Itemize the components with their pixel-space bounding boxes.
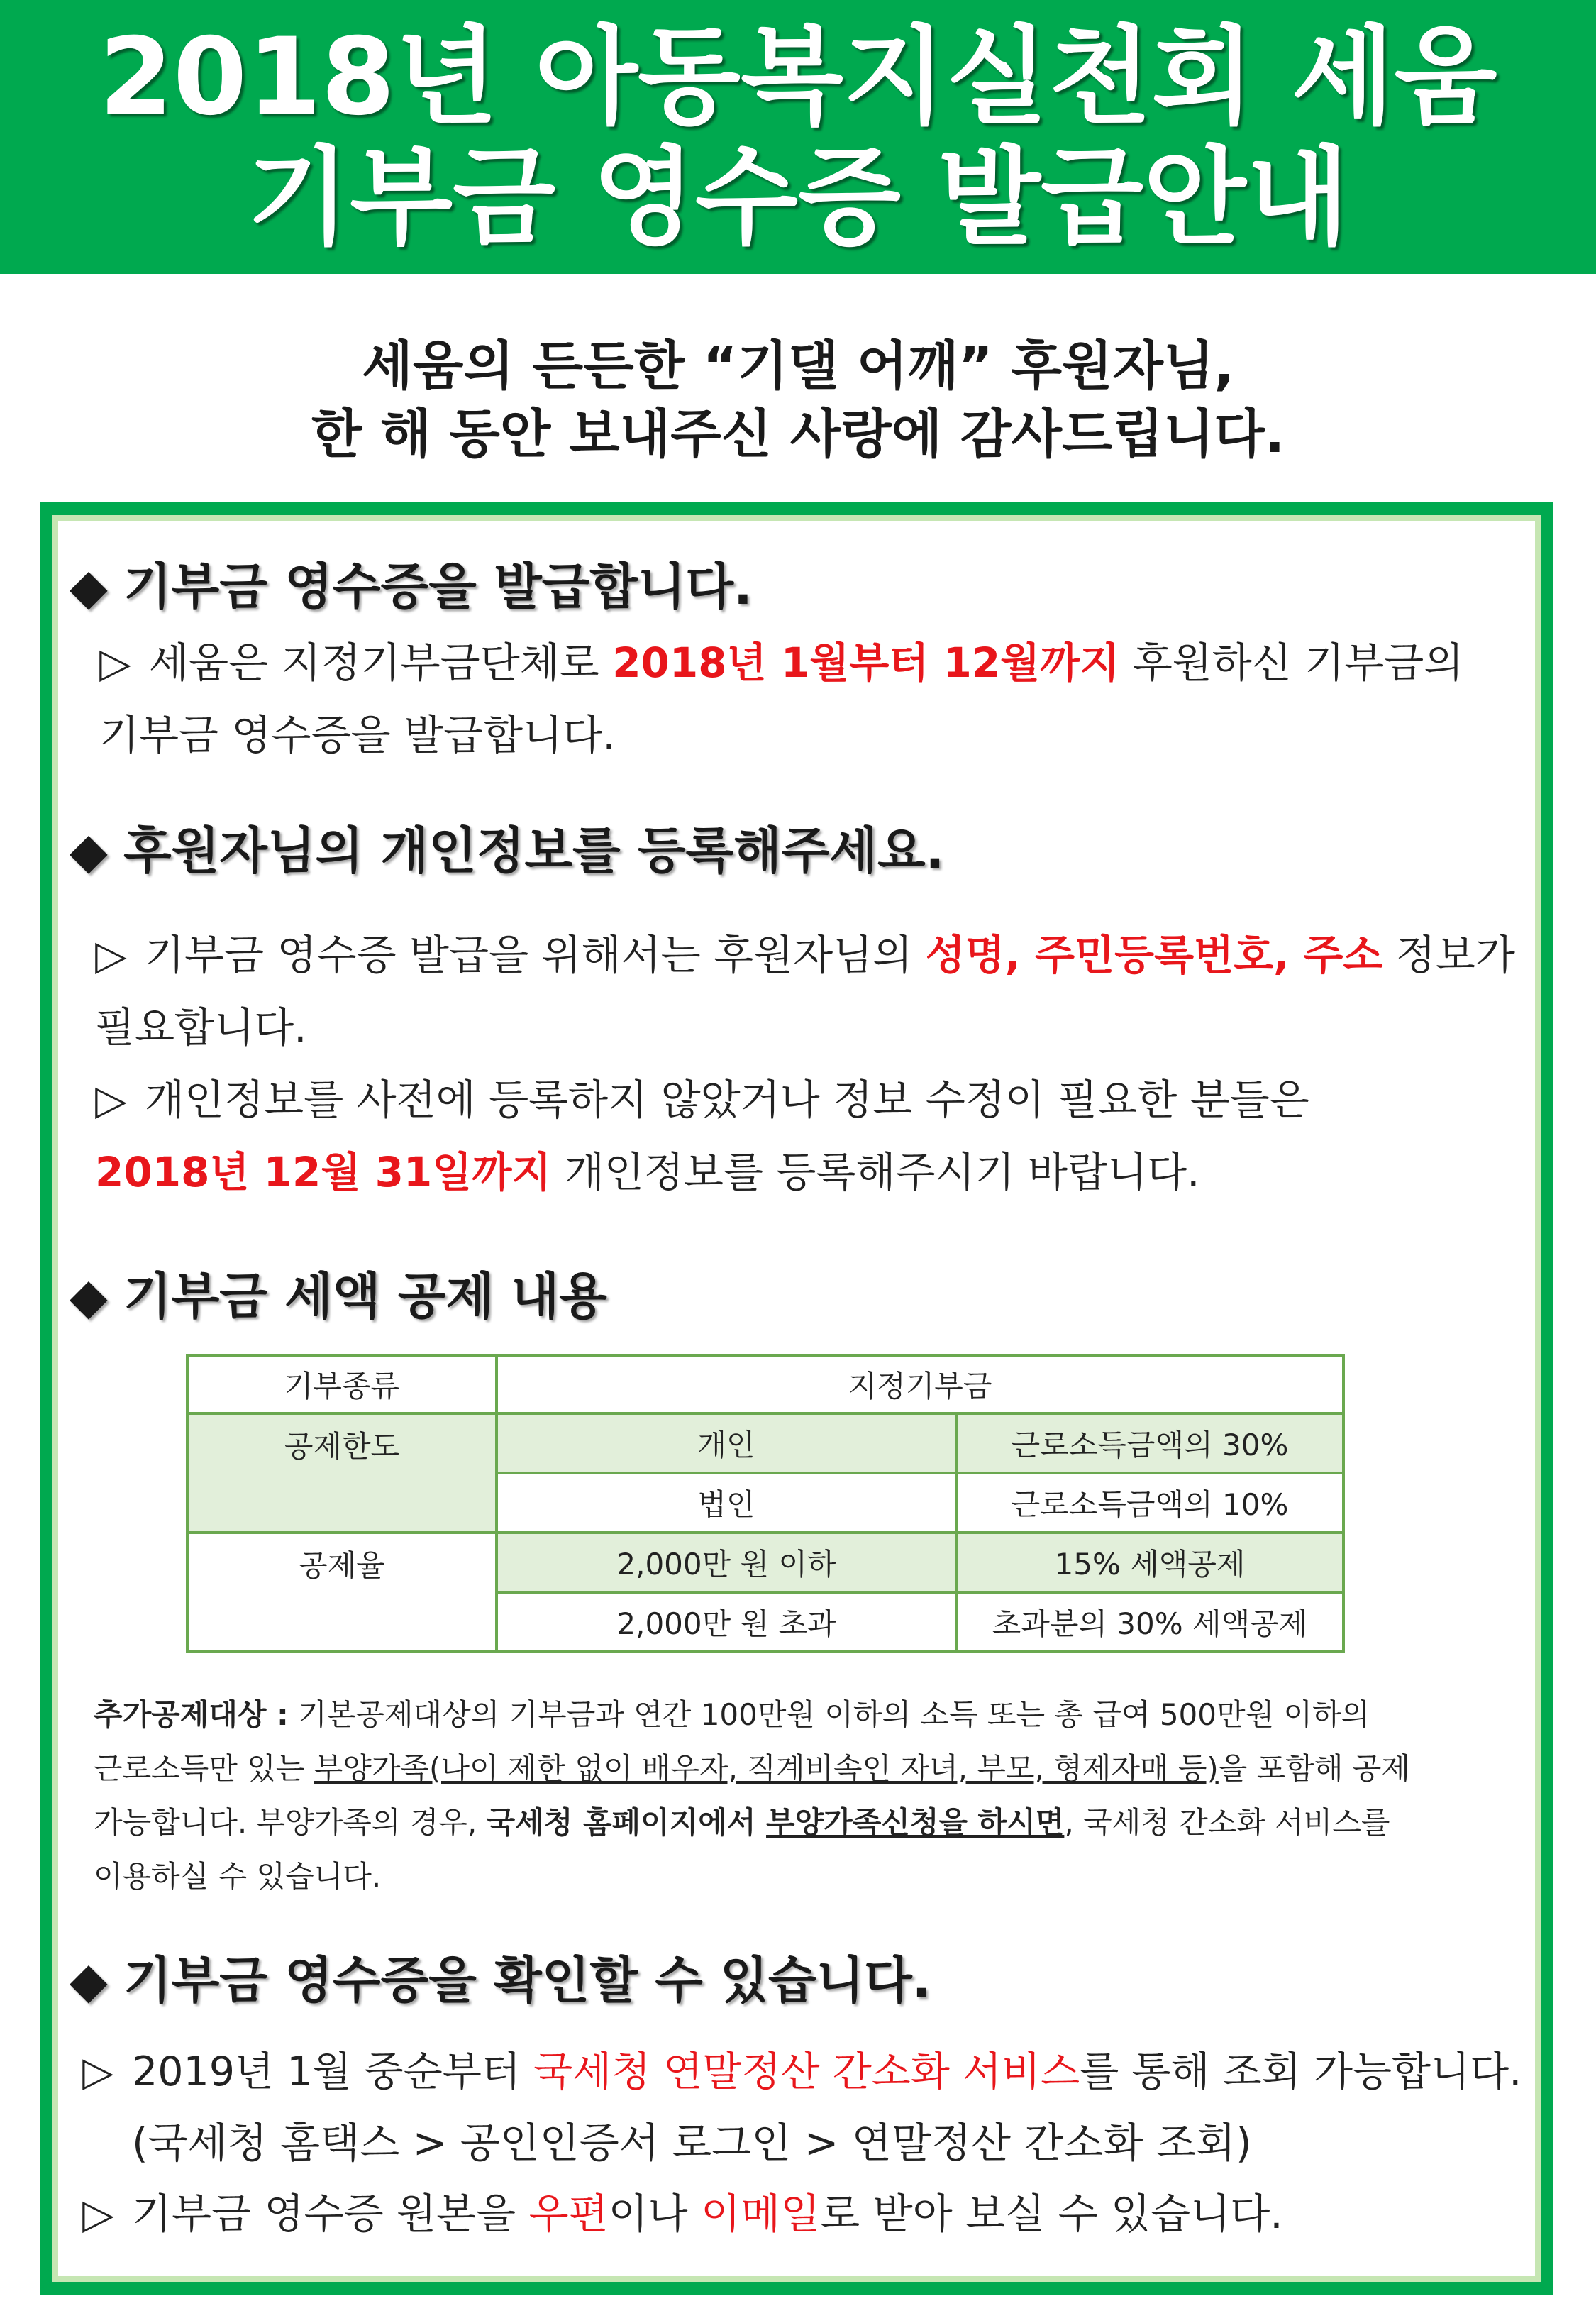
- note-line2-post: 을 포함해 공제: [1218, 1751, 1410, 1786]
- note-label: 추가공제대상 :: [94, 1697, 289, 1732]
- note-line3-post: , 국세청 간소화 서비스를: [1064, 1805, 1390, 1840]
- section3-heading: [70, 1264, 607, 1328]
- section1-line-2: 기부금 영수증을 발급합니다.: [99, 711, 616, 759]
- note-dependents-underlined: 부양가족(나이 제한 없이 배우자, 직계비속인 자녀, 부모, 형제자매 등): [314, 1751, 1219, 1786]
- diamond-bullet-icon: ◆: [70, 822, 108, 880]
- table-header-label: 기부종류: [187, 1355, 497, 1413]
- intro-line-2: 한 해 동안 보내주신 사랑에 감사드립니다.: [311, 404, 1285, 465]
- note-line-4: 이용하실 수 있습니다.: [94, 1859, 382, 1894]
- limit-type-cell: 법인: [497, 1473, 956, 1533]
- rate-label-cell: 공제율: [187, 1533, 497, 1652]
- triangle-pointer-icon: ▷: [99, 639, 131, 687]
- triangle-pointer-icon: ▷: [95, 1076, 127, 1124]
- limit-value-cell: 근로소득금액의 30%: [956, 1413, 1343, 1473]
- diamond-bullet-icon: ◆: [70, 1951, 108, 2009]
- section2-required-info-highlight: 성명, 주민등록번호, 주소: [925, 931, 1383, 979]
- limit-value-cell: 근로소득금액의 10%: [956, 1473, 1343, 1533]
- note-line-2: [94, 1744, 1410, 1794]
- section2-line3-text: 개인정보를 사전에 등록하지 않았거나 정보 수정이 필요한 분들은: [145, 1076, 1309, 1124]
- note-line-1: [94, 1690, 1370, 1740]
- limit-label-cell: 공제한도: [187, 1413, 497, 1533]
- section4-email-highlight: 이메일: [701, 2190, 821, 2238]
- section1-heading: [70, 555, 753, 619]
- table-row: [187, 1413, 1343, 1473]
- section4-post-highlight: 우편: [528, 2190, 609, 2238]
- note-line1-text: 기본공제대상의 기부금과 연간 100만원 이하의 소득 또는 총 급여 500만원 이하의: [288, 1697, 1370, 1732]
- triangle-pointer-icon: ▷: [82, 2190, 114, 2238]
- intro-line-1: 세움의 든든한 “기댈 어깨” 후원자님,: [362, 336, 1234, 397]
- section4-line3-pre: 기부금 영수증 원본을: [132, 2190, 529, 2238]
- note-line3-pre: 가능합니다. 부양가족의 경우,: [94, 1805, 487, 1840]
- limit-type-cell: 개인: [497, 1413, 956, 1473]
- note-line2-pre: 근로소득만 있는: [94, 1751, 314, 1786]
- section2-line1-post: 정보가: [1382, 931, 1515, 979]
- title-banner: [0, 0, 1596, 274]
- diamond-bullet-icon: ◆: [70, 1267, 108, 1325]
- tax-deduction-table: [186, 1354, 1345, 1653]
- section3-heading-text: 기부금 세액 공제 내용: [123, 1267, 607, 1325]
- section2-deadline-highlight: 2018년 12월 31일까지: [95, 1148, 552, 1196]
- section2-heading: [70, 819, 944, 883]
- section4-service-highlight: 국세청 연말정산 간소화 서비스: [533, 2048, 1080, 2095]
- triangle-pointer-icon: ▷: [95, 931, 127, 979]
- section2-line-2: 필요합니다.: [95, 1003, 307, 1052]
- note-line3-bold: 국세청 홈페이지에서: [486, 1805, 767, 1840]
- note-line-3: [94, 1798, 1390, 1848]
- title-line-2: 기부금 영수증 발급안내: [247, 136, 1349, 260]
- table-header-value: 지정기부금: [497, 1355, 1343, 1413]
- section2-line1-pre: 기부금 영수증 발급을 위해서는 후원자님의: [145, 931, 926, 979]
- section1-line1-post: 후원하신 기부금의: [1119, 639, 1464, 687]
- rate-range-cell: 2,000만 원 이하: [497, 1533, 956, 1592]
- section4-line1-pre: 2019년 1월 중순부터: [132, 2048, 534, 2095]
- table-row: [187, 1355, 1343, 1413]
- rate-value-cell: 15% 세액공제: [956, 1533, 1343, 1592]
- section4-line-3: [82, 2185, 1283, 2242]
- triangle-pointer-icon: ▷: [82, 2048, 113, 2095]
- table-row: [187, 1533, 1343, 1592]
- section2-line-3: [95, 1071, 1309, 1128]
- diamond-bullet-icon: ◆: [70, 558, 108, 616]
- rate-range-cell: 2,000만 원 초과: [497, 1592, 956, 1652]
- section4-line3-post: 로 받아 보실 수 있습니다.: [820, 2190, 1283, 2238]
- section2-line-1: [95, 927, 1515, 983]
- section4-heading-text: 기부금 영수증을 확인할 수 있습니다.: [123, 1951, 931, 2009]
- section2-line-4: [95, 1144, 1200, 1201]
- section4-line-1: [82, 2043, 1522, 2100]
- section2-line4-post: 개인정보를 등록해주시기 바랍니다.: [551, 1148, 1200, 1196]
- section2-heading-text: 후원자님의 개인정보를 등록해주세요.: [123, 822, 945, 880]
- note-line3-bold-underlined: 부양가족신청을 하시면: [766, 1805, 1065, 1840]
- section1-line-1: [99, 634, 1463, 691]
- section1-heading-text: 기부금 영수증을 발급합니다.: [123, 558, 753, 616]
- rate-value-cell: 초과분의 30% 세액공제: [956, 1592, 1343, 1652]
- section4-line3-mid: 이나: [608, 2190, 702, 2238]
- section1-period-highlight: 2018년 1월부터 12월까지: [612, 639, 1120, 687]
- section1-line1-pre: 세움은 지정기부금단체로: [149, 639, 613, 687]
- section4-line-2: (국세청 홈택스 > 공인인증서 로그인 > 연말정산 간소화 조회): [132, 2119, 1252, 2167]
- section4-heading: [70, 1948, 931, 2012]
- section4-line1-post: 를 통해 조회 가능합니다.: [1080, 2048, 1522, 2095]
- title-line-1: 2018년 아동복지실천회 세움: [99, 16, 1497, 139]
